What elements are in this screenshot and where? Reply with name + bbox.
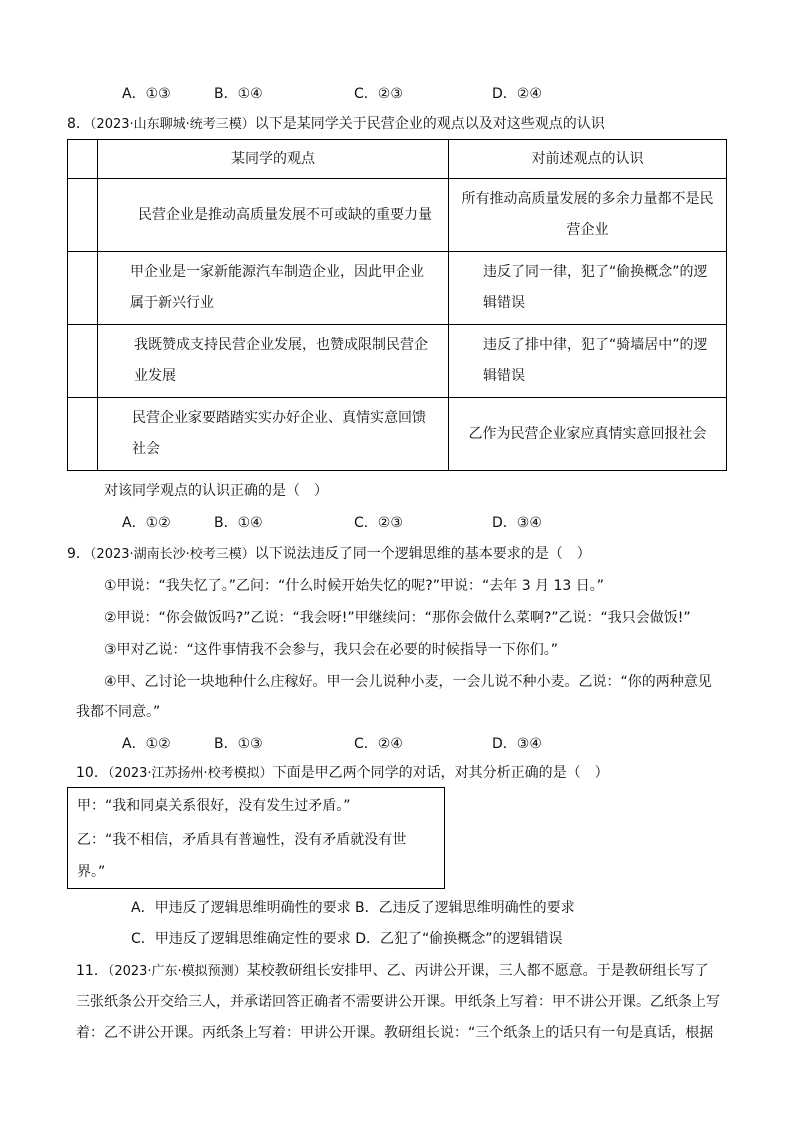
q8-option-d: D．③④ xyxy=(492,515,542,531)
q8-view-3: 我既赞成支持民营企业发展，也赞成限制民营企业发展 xyxy=(134,337,428,384)
q9-item-3: ③甲对乙说：“这件事情我不会参与，我只会在必要的时候指导一下你们。” xyxy=(104,642,559,658)
q8-table-header xyxy=(68,140,727,179)
q9-item-4-cont: 我都不同意。” xyxy=(76,704,161,720)
q8-row-index-cell xyxy=(68,179,98,252)
q10-options-row-2: C．甲违反了逻辑思维确定性的要求 D．乙犯了“偷换概念”的逻辑错误 xyxy=(131,931,563,947)
q10-options-row-1: A．甲违反了逻辑思维明确性的要求 B．乙违反了逻辑思维明确性的要求 xyxy=(131,900,575,916)
q8-stem-text: 以下是某同学关于民营企业的观点以及对这些观点的认识 xyxy=(254,116,605,132)
q8-source: （2023·山东聊城·统考三模） xyxy=(89,117,255,132)
q10-dialog-line-1: 甲：“我和同桌关系很好，没有发生过矛盾。” xyxy=(77,798,351,814)
q8-option-c: C．②③ xyxy=(354,515,403,531)
q10-dialog-line-3: 界。” xyxy=(77,864,106,880)
q10-dialog-line-2: 乙：“我不相信，矛盾具有普遍性，没有矛盾就没有世 xyxy=(77,832,407,848)
q9-option-b: B．①③ xyxy=(214,736,263,752)
q8-option-a: A．①② xyxy=(122,515,171,531)
q8-row-index-cell xyxy=(68,252,98,325)
q7-options xyxy=(0,83,794,103)
q10-stem-text: 下面是甲乙两个同学的对话，对其分析正确的是（ ） xyxy=(272,765,609,781)
q9-stem-text: 以下说法违反了同一个逻辑思维的基本要求的是（ ） xyxy=(254,546,591,562)
q8-view-2: 甲企业是一家新能源汽车制造企业，因此甲企业属于新兴行业 xyxy=(130,264,424,311)
q8-row-index-cell xyxy=(68,325,98,398)
q8-table-row xyxy=(68,179,727,252)
q8-table-corner xyxy=(68,140,98,179)
q8-options xyxy=(0,512,794,532)
q8-number: 8． xyxy=(67,116,90,132)
q8-view-1: 民营企业是推动高质量发展不可或缺的重要力量 xyxy=(138,206,432,223)
q10-dialog-box xyxy=(67,787,445,889)
q7-option-c: C．②③ xyxy=(354,86,403,102)
q9-option-c: C．②④ xyxy=(354,736,403,752)
q9-item-2: ②甲说：“你会做饭吗?”乙说：“我会呀!”甲继续问：“那你会做什么菜啊?”乙说：“我只会做饭!” xyxy=(104,610,691,626)
q9-stem xyxy=(67,544,591,565)
q10-number: 10． xyxy=(76,765,108,781)
q8-view-4: 民营企业家要踏踏实实办好企业、真情实意回馈社会 xyxy=(132,410,426,457)
q7-option-b: B．①④ xyxy=(214,86,263,102)
q8-comment-1: 所有推动高质量发展的多余力量都不是民营企业 xyxy=(461,191,714,238)
q8-question: 对该同学观点的认识正确的是（ ） xyxy=(104,483,328,499)
q11-line-2: 三张纸条公开交给三人，并承诺回答正确者不需要讲公开课。甲纸条上写着：甲不讲公开课。乙纸条上写 xyxy=(76,994,720,1010)
q8-header-comment: 对前述观点的认识 xyxy=(449,140,727,179)
q11-source: （2023·广东·模拟预测） xyxy=(107,964,247,979)
q8-comment-2: 违反了同一律，犯了“偷换概念”的逻辑错误 xyxy=(483,264,708,311)
q9-option-a: A．①② xyxy=(122,736,171,752)
q8-stem xyxy=(67,114,605,135)
q11-line-3: 着：乙不讲公开课。丙纸条上写着：甲讲公开课。教研组长说：“三个纸条上的话只有一句是真话，根据 xyxy=(76,1025,714,1041)
q9-source: （2023·湖南长沙·校考三模） xyxy=(89,547,255,562)
q8-table-row xyxy=(68,398,727,471)
q8-table-row xyxy=(68,325,727,398)
q10-source: （2023·江苏扬州·校考模拟） xyxy=(107,766,273,781)
q9-item-4: ④甲、乙讨论一块地种什么庄稼好。甲一会儿说种小麦，一会儿说不种小麦。乙说：“你的两种意见 xyxy=(104,674,712,690)
q7-option-d: D．②④ xyxy=(492,86,542,102)
q11-text-1: 某校教研组长安排甲、乙、丙讲公开课，三人都不愿意。于是教研组长写了 xyxy=(246,963,709,979)
q9-options xyxy=(0,733,794,753)
q8-row-index-cell xyxy=(68,398,98,471)
q7-option-a: A．①③ xyxy=(122,86,171,102)
q8-comment-3: 违反了排中律，犯了“骑墙居中”的逻辑错误 xyxy=(483,337,708,384)
q8-comment-4: 乙作为民营企业家应真情实意回报社会 xyxy=(468,425,707,442)
q11-number: 11． xyxy=(76,963,108,979)
q8-views-table xyxy=(67,139,727,471)
q11-line-1 xyxy=(76,961,709,982)
q9-option-d: D．③④ xyxy=(492,736,542,752)
q9-number: 9． xyxy=(67,546,90,562)
q8-header-view: 某同学的观点 xyxy=(98,140,449,179)
q10-stem xyxy=(76,763,609,784)
q9-item-1: ①甲说：“我失忆了。”乙问：“什么时候开始失忆的呢?”甲说：“去年 3 月 13 日。” xyxy=(104,578,605,594)
q8-table-row xyxy=(68,252,727,325)
q8-option-b: B．①④ xyxy=(214,515,263,531)
